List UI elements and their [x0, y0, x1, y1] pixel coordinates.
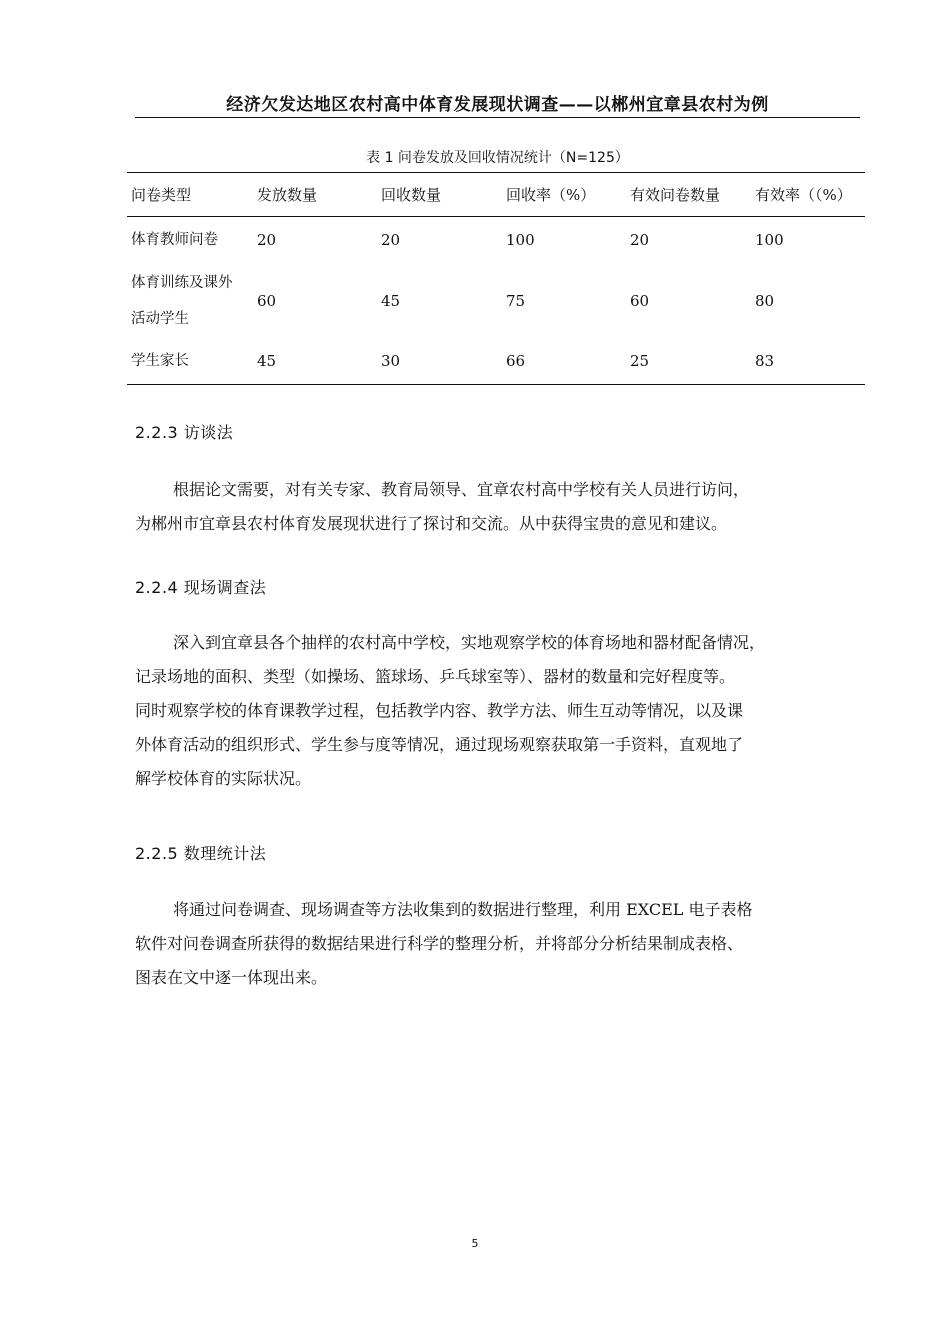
paragraph-line: 软件对问卷调查所获得的数据结果进行科学的整理分析，并将部分分析结果制成表格、 [135, 934, 744, 953]
table-cell: 60 [257, 291, 277, 310]
running-header-title: 经济欠发达地区农村高中体育发展现状调查——以郴州宜章县农村为例 [226, 95, 769, 115]
paragraph-line: 根据论文需要，对有关专家、教育局领导、宜章农村高中学校有关人员进行访问， [173, 480, 750, 499]
column-header-valid-count: 有效问卷数量 [626, 173, 751, 217]
table-cell: 60 [630, 291, 650, 310]
table-cell: 20 [630, 230, 650, 249]
table-cell: 100 [506, 230, 535, 249]
paragraph-interview [135, 473, 860, 541]
header-rule [135, 117, 860, 118]
table-cell: 45 [253, 339, 377, 385]
table-cell-type [127, 263, 253, 339]
section-heading-interview: 2.2.3 访谈法 [135, 423, 234, 442]
paragraph-line: 为郴州市宜章县农村体育发展现状进行了探讨和交流。从中获得宝贵的意见和建议。 [135, 514, 728, 533]
column-header-issued: 发放数量 [253, 173, 377, 217]
page-number: 5 [471, 1237, 479, 1250]
column-header-return-rate: 回收率（%） [502, 173, 626, 217]
table-header-row [127, 173, 865, 217]
table-cell: 20 [257, 230, 277, 249]
table-row [127, 263, 865, 339]
column-header-type: 问卷类型 [127, 173, 253, 217]
table-caption: 表 1 问卷发放及回收情况统计（N=125） [366, 150, 629, 166]
questionnaire-stats-table [127, 172, 865, 385]
table-cell: 83 [751, 339, 865, 385]
type-label-line-2: 活动学生 [131, 310, 189, 327]
paragraph-line: 深入到宜章县各个抽样的农村高中学校，实地观察学校的体育场地和器材配备情况， [173, 633, 766, 652]
column-header-valid-rate: 有效率（（%） [751, 173, 865, 217]
table-cell-type [127, 217, 253, 263]
paragraph-line: 解学校体育的实际状况。 [135, 769, 312, 788]
type-label-line-1: 体育训练及课外 [131, 274, 233, 291]
paragraph-line: 记录场地的面积、类型（如操场、篮球场、乒乓球室等）、器材的数量和完好程度等。 [135, 667, 736, 686]
table-cell-type [127, 339, 253, 385]
type-label: 体育教师问卷 [131, 231, 218, 248]
paragraph-statistics [135, 893, 860, 995]
table-cell: 75 [506, 291, 526, 310]
table-cell: 20 [381, 230, 401, 249]
paragraph-line: 图表在文中逐一体现出来。 [135, 968, 328, 987]
table-cell: 30 [377, 339, 502, 385]
paragraph-field-survey [135, 626, 860, 796]
column-header-returned: 回收数量 [377, 173, 502, 217]
table-cell: 25 [626, 339, 751, 385]
table-cell: 45 [381, 291, 401, 310]
table-cell: 66 [502, 339, 626, 385]
paragraph-line: 外体育活动的组织形式、学生参与度等情况，通过现场观察获取第一手资料，直观地了 [135, 735, 744, 754]
section-heading-field-survey: 2.2.4 现场调查法 [135, 578, 267, 597]
type-label: 学生家长 [131, 353, 189, 370]
table-row [127, 339, 865, 385]
table-row [127, 217, 865, 263]
paragraph-line: 将通过问卷调查、现场调查等方法收集到的数据进行整理，利用 EXCEL 电子表格 [173, 900, 753, 919]
table-cell: 100 [755, 230, 784, 249]
table-cell: 80 [755, 291, 775, 310]
section-heading-statistics: 2.2.5 数理统计法 [135, 844, 267, 863]
paragraph-line: 同时观察学校的体育课教学过程，包括教学内容、教学方法、师生互动等情况，以及课 [135, 701, 744, 720]
